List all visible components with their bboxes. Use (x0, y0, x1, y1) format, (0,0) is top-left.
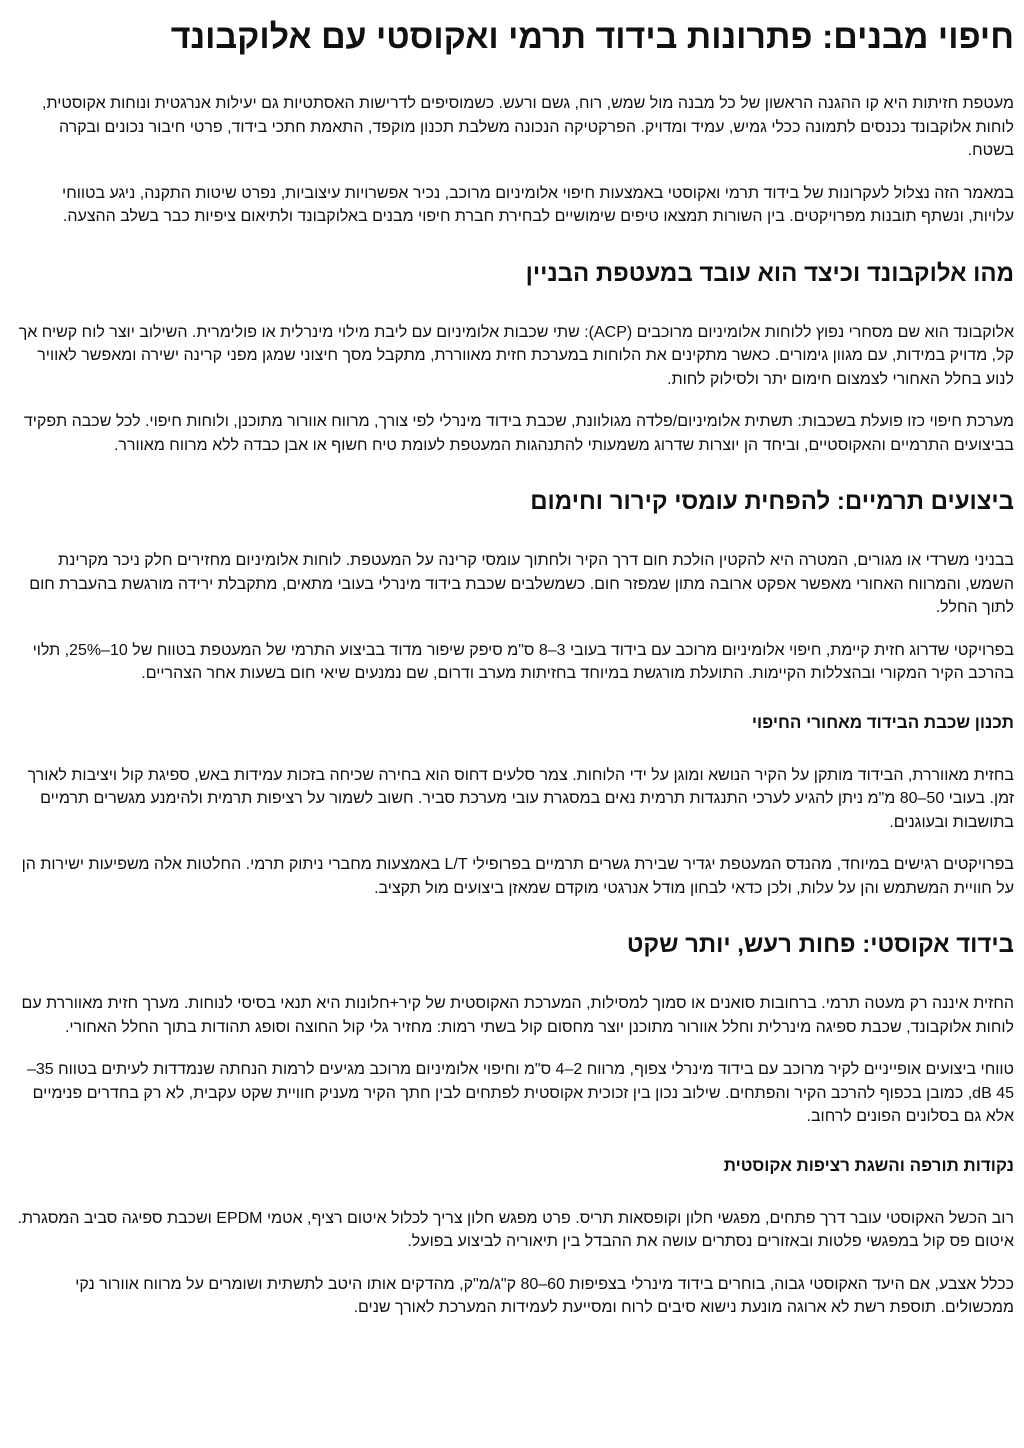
section1-paragraph-2: מערכת חיפוי כזו פועלת בשכבות: תשתית אלומיניום/פלדה מגולוונת, שכבת בידוד מינרלי לפי צורך, מרווח אוורור מתוכנן, ולוחות חיפוי. לכל שכבה תפקיד בביצועים התרמיים והאקוסטיים, וביחד הן יוצרות שדרוג משמעותי להתנהגות המעטפת לעומת טיח חשוף או אבן כבדה ללא מרווח מאוורר. (23, 413, 1014, 454)
subsection-heading-insulation-layer: תכנון שכבת הבידוד מאחורי החיפוי (751, 712, 1014, 732)
section1-paragraph-1: אלוקבונד הוא שם מסחרי נפוץ ללוחות אלומיניום מרוכבים (ACP): שתי שכבות אלומיניום עם ליבת מילוי מינרלית או פולימרית. השילוב יוצר לוח קשיח אך קל, מדויק במידות, עם מגוון גימורים. כאשר מתקינים את הלוחות במערכת חזית מאווררת, מתקבל מסך חיצוני שמגן מפני קרינה ישירה ומאפשר לאוויר לנוע בחלל האחורי לצמצום חימום יתר ולסילוק לחות. (18, 323, 1014, 388)
section-heading-what-is-alucobond: מהו אלוקבונד וכיצד הוא עובד במעטפת הבניין (525, 259, 1014, 287)
intro-paragraph-2: במאמר הזה נצלול לעקרונות של בידוד תרמי ואקוסטי באמצעות חיפוי אלומיניום מרוכב, נכיר אפשרויות עיצוביות, נפרט שיטות התקנה, ניגע בטווחי עלויות, ונשתף תובנות מפרויקטים. בין השורות תמצאו טיפים שימושיים לבחירת חברת חיפוי מבנים באלוקבונד ולתיאום ציפיות כבר בשלב ההצעה. (62, 184, 1014, 225)
page-title: חיפוי מבנים: פתרונות בידוד תרמי ואקוסטי עם אלוקבונד (170, 18, 1014, 56)
section2-paragraph-2: בפרויקטי שדרוג חזית קיימת, חיפוי אלומיניום מרוכב עם בידוד בעובי 3–8 ס"מ סיפק שיפור מדוד בביצוע התרמי של המעטפת בטווח של 10–25%, תלוי בהרכב הקיר המקורי ובהצללות הקיימות. התועלת מורגשת במיוחד בחזיתות מערב ודרום, שם נמנעים שיאי חום בשעות אחר הצהריים. (32, 641, 1014, 682)
section2-paragraph-1: בבניני משרדי או מגורים, המטרה היא להקטין הולכת חום דרך הקיר ולחתוך עומסי קרינה על המעטפת. לוחות אלומיניום מחזירים חלק ניכר מקרינת השמש, והמרווח האחורי מאפשר אפקט ארובה מתון שמפזר חום. כשמשלבים שכבת בידוד מינרלי בעובי מתאים, מתקבלת ירידה מורגשת בהעברת חום לתוך החלל. (29, 552, 1014, 616)
section3-sub-paragraph-2: ככלל אצבע, אם היעד האקוסטי גבוה, בוחרים בידוד מינרלי בצפיפות 60–80 ק"ג/מ"ק, מהדקים אותו היטב לתשתית ושומרים על מרווח אוורור נקי ממכשולים. תוספת רשת לא ארוגה מונעת נישוא סיבים לרוח ומסייעת לעמידות המערכת לאורך שנים. (75, 1275, 1014, 1316)
section3-paragraph-1: החזית איננה רק מעטה תרמי. ברחובות סואנים או סמוך למסילות, המערכת האקוסטית של קיר+חלונות היא תנאי בסיסי לנוחות. מערך חזית מאווררת עם לוחות אלוקבונד, שכבת ספיגה מינרלית וחלל אוורור מתוכנן יוצר מחסום קול בשתי רמות: מחזיר גלי קול החוצה וסופג תהודות בתוך החלל האחורי. (21, 995, 1014, 1036)
subsection-heading-weak-points: נקודות תורפה והשגת רציפות אקוסטית (723, 1155, 1014, 1175)
section-heading-thermal: ביצועים תרמיים: להפחית עומסי קירור וחימום (530, 488, 1014, 515)
section2-sub-paragraph-1: בחזית מאווררת, הבידוד מותקן על הקיר הנושא ומוגן על ידי הלוחות. צמר סלעים דחוס הוא בחירה שכיחה בזכות עמידות באש, ספיגת קול ויציבות לאורך זמן. בעובי 50–80 מ"מ ניתן להגיע לערכי התנגדות תרמית נאים במסגרת עובי מערכת סביר. חשוב לשמור על רציפות תרמית ולהימנע מגשרים תרמיים בתושבות ובעוגנים. (27, 766, 1014, 831)
section2-sub-paragraph-2: בפרויקטים רגישים במיוחד, מהנדס המעטפת יגדיר שבירת גשרים תרמיים בפרופילי L/T באמצעות מחברי ניתוק תרמי. החלטות אלה משפיעות ישירות הן על חוויית המשתמש והן על עלות, ולכן כדאי לבחון מודל אנרגטי מוקדם שמאזן ביצועים מול תקציב. (21, 856, 1014, 897)
section3-sub-paragraph-1: רוב הכשל האקוסטי עובר דרך פתחים, מפגשי חלון וקופסאות תריס. פרט מפגש חלון צריך לכלול איטום רציף, אטמי EPDM ושכבת ספיגה סביב המסגרת. איטום פס קול במפגשי פלטות ובאזורים נסתרים עושה את ההבדל בין תיאוריה לביצוע בפועל. (17, 1209, 1014, 1250)
intro-paragraph-1: מעטפת חזיתות היא קו ההגנה הראשון של כל מבנה מול שמש, רוח, גשם ורעש. כשמוסיפים לדרישות האסתטיות גם יעילות אנרגטית ונוחות אקוסטית, לוחות אלוקבונד נכנסים לתמונה ככלי גמיש, עמיד ומדויק. הפרקטיקה הנכונה משלבת תכנון מוקפד, התאמת חתכי בידוד, פרטי חיבור נכונים ובקרה בשטח. (42, 95, 1014, 159)
section-heading-acoustic: בידוד אקוסטי: פחות רעש, יותר שקט (626, 931, 1014, 958)
section3-paragraph-2: טווחי ביצועים אופייניים לקיר מרוכב עם בידוד מינרלי צפוף, מרווח 2–4 ס"מ וחיפוי אלומיניום מרוכב מגיעים לרמות הנחתה שנמדדות לעיתים בטווח 35–45 dB, כמובן בכפוף להרכב הקיר והפתחים. שילוב נכון בין זכוכית אקוסטית לפתחים לבין חתך הקיר מעניק חוויית שקט עקבית, לא רק בחדרים פנימיים אלא גם בסלונים הפונים לרחוב. (26, 1061, 1014, 1125)
